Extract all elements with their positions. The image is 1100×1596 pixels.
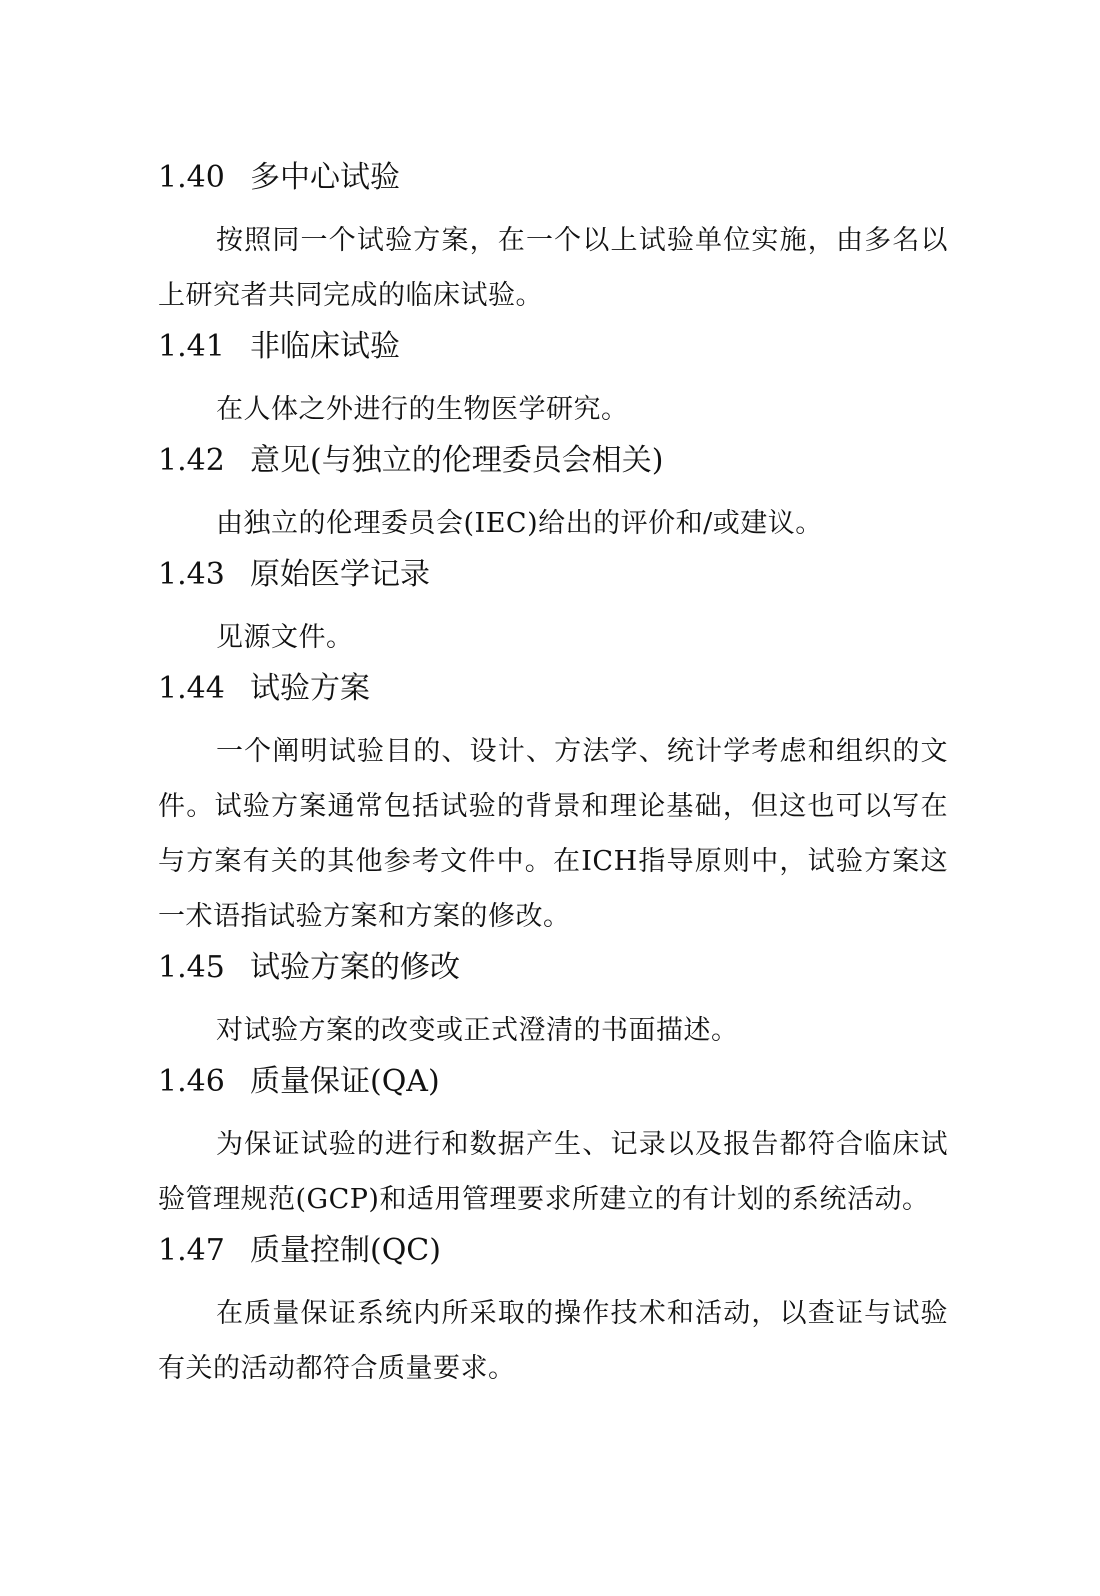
- section-number: 1.44: [158, 671, 225, 706]
- definition-entry: [158, 1062, 948, 1227]
- definition-entry: [158, 669, 948, 944]
- section-title: 质量保证(QA): [250, 1064, 440, 1099]
- definition-entry: [158, 441, 948, 551]
- section-heading: [158, 1062, 948, 1102]
- section-title: 多中心试验: [250, 160, 400, 195]
- section-heading: [158, 441, 948, 481]
- section-number: 1.47: [158, 1233, 225, 1268]
- definition-text: 对试验方案的改变或正式澄清的书面描述。: [216, 1015, 739, 1046]
- definition-entry: [158, 327, 948, 437]
- section-title: 非临床试验: [250, 329, 400, 364]
- section-number: 1.45: [158, 950, 225, 985]
- definition-entry: [158, 948, 948, 1058]
- section-heading: [158, 948, 948, 988]
- section-title: 试验方案的修改: [250, 950, 460, 985]
- section-number: 1.42: [158, 443, 225, 478]
- definition-text: 在质量保证系统内所采取的操作技术和活动，以查证与试验有关的活动都符合质量要求。: [158, 1298, 948, 1384]
- section-number: 1.40: [158, 160, 225, 195]
- definition-entry: [158, 1231, 948, 1396]
- section-heading: [158, 669, 948, 709]
- definition-text: 见源文件。: [216, 622, 354, 653]
- section-title: 原始医学记录: [250, 557, 430, 592]
- section-heading: [158, 327, 948, 367]
- section-title: 意见(与独立的伦理委员会相关): [250, 443, 664, 478]
- section-number: 1.46: [158, 1064, 225, 1099]
- section-title: 质量控制(QC): [250, 1233, 441, 1268]
- document-page: [158, 158, 948, 1400]
- section-heading: [158, 158, 948, 198]
- definition-text: 按照同一个试验方案，在一个以上试验单位实施，由多名以上研究者共同完成的临床试验。: [158, 225, 948, 311]
- definition-text: 在人体之外进行的生物医学研究。: [216, 394, 629, 425]
- section-heading: [158, 1231, 948, 1271]
- section-number: 1.43: [158, 557, 225, 592]
- definition-text: 由独立的伦理委员会(IEC)给出的评价和/或建议。: [216, 508, 823, 539]
- definition-text: 为保证试验的进行和数据产生、记录以及报告都符合临床试验管理规范(GCP)和适用管理要求所建立的有计划的系统活动。: [158, 1129, 948, 1215]
- section-heading: [158, 555, 948, 595]
- section-title: 试验方案: [250, 671, 370, 706]
- section-number: 1.41: [158, 329, 225, 364]
- definition-entry: [158, 158, 948, 323]
- definition-text: 一个阐明试验目的、设计、方法学、统计学考虑和组织的文件。试验方案通常包括试验的背景和理论基础，但这也可以写在与方案有关的其他参考文件中。在ICH指导原则中，试验方案这一术语指试验方案和方案的修改。: [158, 736, 948, 932]
- definition-entry: [158, 555, 948, 665]
